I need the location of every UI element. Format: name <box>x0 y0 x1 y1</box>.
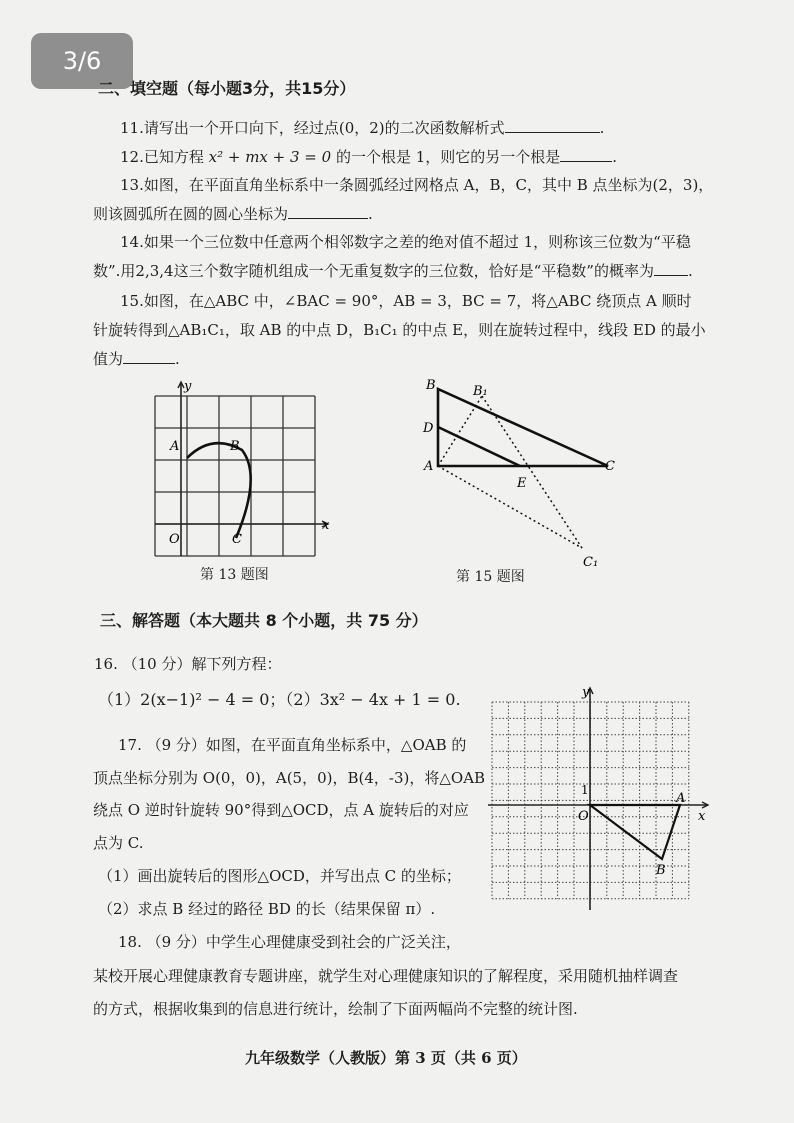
page-indicator-label: 3/6 <box>62 47 102 75</box>
question-15-line2: 针旋转得到△AB₁C₁，取 AB 的中点 D，B₁C₁ 的中点 E，则在旋转过程中，线段 ED 的最小 <box>93 321 706 339</box>
fig15-label-e: E <box>517 476 527 491</box>
fig15-label-c1: C₁ <box>583 555 599 570</box>
q12-text-b: 的一个根是 1，则它的另一个根是 <box>335 148 561 166</box>
q11-text: 11.请写出一个开口向下，经过点(0，2)的二次函数解析式 <box>120 119 505 137</box>
question-16-line2: （1）2(x−1)² − 4 = 0；（2）3x² − 4x + 1 = 0. <box>98 690 461 709</box>
figure-13 <box>150 378 340 560</box>
fig17-label-x: x <box>698 809 706 824</box>
figure-15-caption: 第 15 题图 <box>456 569 525 585</box>
fig13-label-b: B <box>230 439 240 454</box>
q14-answer-blank <box>654 261 688 276</box>
q11-end: . <box>599 119 605 137</box>
question-13-line2 <box>93 204 373 224</box>
q13-answer-blank <box>288 204 368 219</box>
question-14-line1: 14.如果一个三位数中任意两个相邻数字之差的绝对值不超过 1，则称该三位数为“平稳 <box>120 233 691 251</box>
question-15-line1: 15.如图，在△ABC 中，∠BAC = 90°，AB = 3，BC = 7，将△ABC 绕顶点 A 顺时 <box>120 292 692 310</box>
q12-end: . <box>612 148 618 166</box>
question-17-part2: （2）求点 B 经过的路径 BD 的长（结果保留 π）. <box>98 900 436 918</box>
fig13-label-c: C <box>232 532 242 547</box>
fig13-label-y: y <box>184 379 192 394</box>
question-13-line1: 13.如图，在平面直角坐标系中一条圆弧经过网格点 A，B，C，其中 B 点坐标为(2，3)， <box>120 176 714 194</box>
segment-ac1 <box>438 466 582 548</box>
figure-15 <box>420 375 630 575</box>
fig13-label-x: x <box>322 518 330 533</box>
question-17-line1: 17. （9 分）如图，在平面直角坐标系中，△OAB 的 <box>118 736 467 754</box>
fig15-label-b: B <box>426 378 436 393</box>
question-15-line3 <box>93 349 180 369</box>
q12-text-a: 12.已知方程 <box>120 148 204 166</box>
question-16-line1: 16. （10 分）解下列方程： <box>94 655 282 673</box>
question-18-line3: 的方式，根据收集到的信息进行统计，绘制了下面两幅尚不完整的统计图. <box>93 1000 578 1018</box>
triangle-oab <box>590 805 680 859</box>
question-11 <box>120 118 604 138</box>
fig13-label-o: O <box>169 532 180 547</box>
q12-equation: x² + mx + 3 = 0 <box>203 148 336 166</box>
fig17-label-o: O <box>578 809 589 824</box>
fig15-label-a: A <box>424 459 434 474</box>
q15-line3-text: 值为 <box>93 350 124 368</box>
q14-end: . <box>687 262 693 280</box>
question-17-line3: 绕点 O 逆时针旋转 90°得到△OCD，点 A 旋转后的对应 <box>93 801 469 819</box>
fig15-label-c: C <box>605 459 615 474</box>
question-12 <box>120 147 617 167</box>
question-18-line1: 18. （9 分）中学生心理健康受到社会的广泛关注， <box>118 933 461 951</box>
q13-end: . <box>368 205 373 223</box>
q15-answer-blank <box>123 349 175 364</box>
q12-answer-blank <box>560 147 612 162</box>
q14-line2-text: 数”.用2,3,4这三个数字随机组成一个无重复数字的三位数，恰好是“平稳数”的概率为 <box>93 262 654 280</box>
question-17-line4: 点为 C. <box>93 834 144 852</box>
fig17-label-y: y <box>582 685 590 700</box>
figure-13-caption: 第 13 题图 <box>200 567 269 583</box>
segment-b1c1 <box>482 396 582 548</box>
page-footer: 九年级数学（人教版）第 3 页（共 6 页） <box>245 1049 527 1067</box>
question-18-line2: 某校开展心理健康教育专题讲座，就学生对心理健康知识的了解程度，采用随机抽样调查 <box>93 967 679 985</box>
fig15-label-b1: B₁ <box>473 384 488 399</box>
figure-17 <box>484 682 714 914</box>
segment-de <box>438 427 520 466</box>
triangle-abc <box>438 389 608 466</box>
fig15-label-d: D <box>423 421 434 436</box>
section-3-heading: 三、解答题（本大题共 8 个小题，共 75 分） <box>100 611 428 630</box>
question-17-part1: （1）画出旋转后的图形△OCD，并写出点 C 的坐标； <box>98 867 461 885</box>
section-2-heading: 二、填空题（每小题3分，共15分） <box>98 79 356 98</box>
q11-answer-blank <box>505 118 600 133</box>
question-14-line2 <box>93 261 693 281</box>
fig17-label-one: 1 <box>581 783 589 797</box>
fig17-label-a: A <box>676 791 686 806</box>
question-17-line2: 顶点坐标分别为 O(0，0)，A(5，0)，B(4，-3)，将△OAB <box>93 769 486 787</box>
q15-end: . <box>175 350 180 368</box>
q13-line2-text: 则该圆弧所在圆的圆心坐标为 <box>93 205 289 223</box>
fig13-label-a: A <box>170 439 180 454</box>
fig17-label-b: B <box>656 863 666 878</box>
